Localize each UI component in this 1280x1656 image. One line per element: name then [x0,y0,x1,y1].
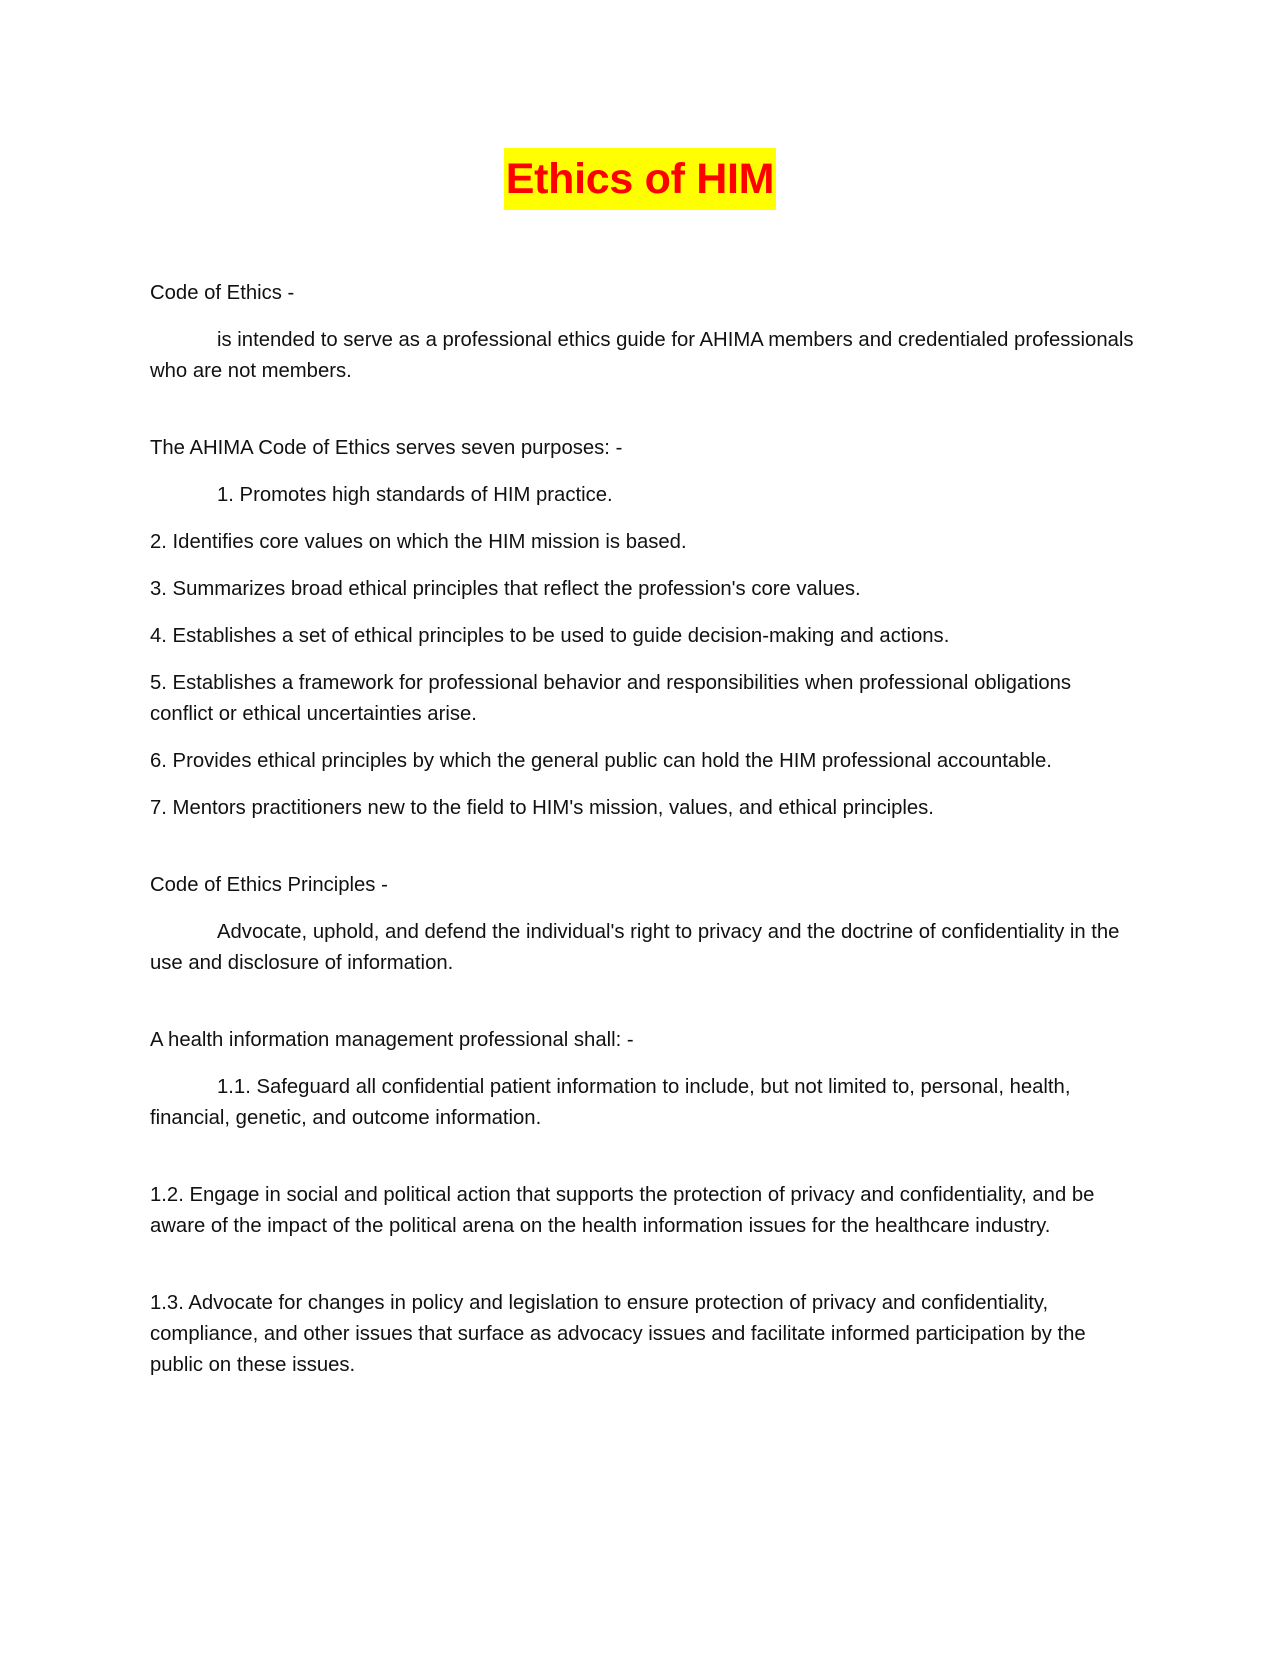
purpose-item-1: 1. Promotes high standards of HIM practice. [217,484,613,506]
purpose-item-3: 3. Summarizes broad ethical principles that reflect the profession's core values. [150,578,861,600]
document-body [150,278,1135,1397]
principle-item-1-3: 1.3. Advocate for changes in policy and legislation to ensure protection of privacy and confidentiality, compliance, and other issues that surface as advocacy issues and facilitate informed participation by the public on these issues. [150,1292,1086,1376]
title-container [0,148,1280,210]
document-title: Ethics of HIM [504,148,776,210]
section-heading-seven-purposes: The AHIMA Code of Ethics serves seven purposes: - [150,437,623,459]
section-heading-code-of-ethics: Code of Ethics - [150,282,295,304]
principle-item-1-2: 1.2. Engage in social and political action that supports the protection of privacy and confidentiality, and be aware of the impact of the political arena on the health information issues for the healthcare industry. [150,1184,1095,1237]
purpose-item-2: 2. Identifies core values on which the HIM mission is based. [150,531,687,553]
paragraph-principles-definition: Advocate, uphold, and defend the individual's right to privacy and the doctrine of confidentiality in the use and disclosure of information. [150,921,1120,974]
section-heading-professional-shall: A health information management professional shall: - [150,1029,634,1051]
principle-item-1-1: 1.1. Safeguard all confidential patient information to include, but not limited to, personal, health, financial, genetic, and outcome information. [150,1076,1071,1129]
purpose-item-7: 7. Mentors practitioners new to the field to HIM's mission, values, and ethical principles. [150,797,934,819]
section-heading-principles: Code of Ethics Principles - [150,874,388,896]
purpose-item-4: 4. Establishes a set of ethical principles to be used to guide decision-making and actions. [150,625,950,647]
paragraph-code-of-ethics-definition: is intended to serve as a professional ethics guide for AHIMA members and credentialed professionals who are not members. [150,329,1134,382]
purpose-item-5: 5. Establishes a framework for professional behavior and responsibilities when professional obligations conflict or ethical uncertainties arise. [150,672,1072,725]
purpose-item-6: 6. Provides ethical principles by which the general public can hold the HIM professional accountable. [150,750,1052,772]
